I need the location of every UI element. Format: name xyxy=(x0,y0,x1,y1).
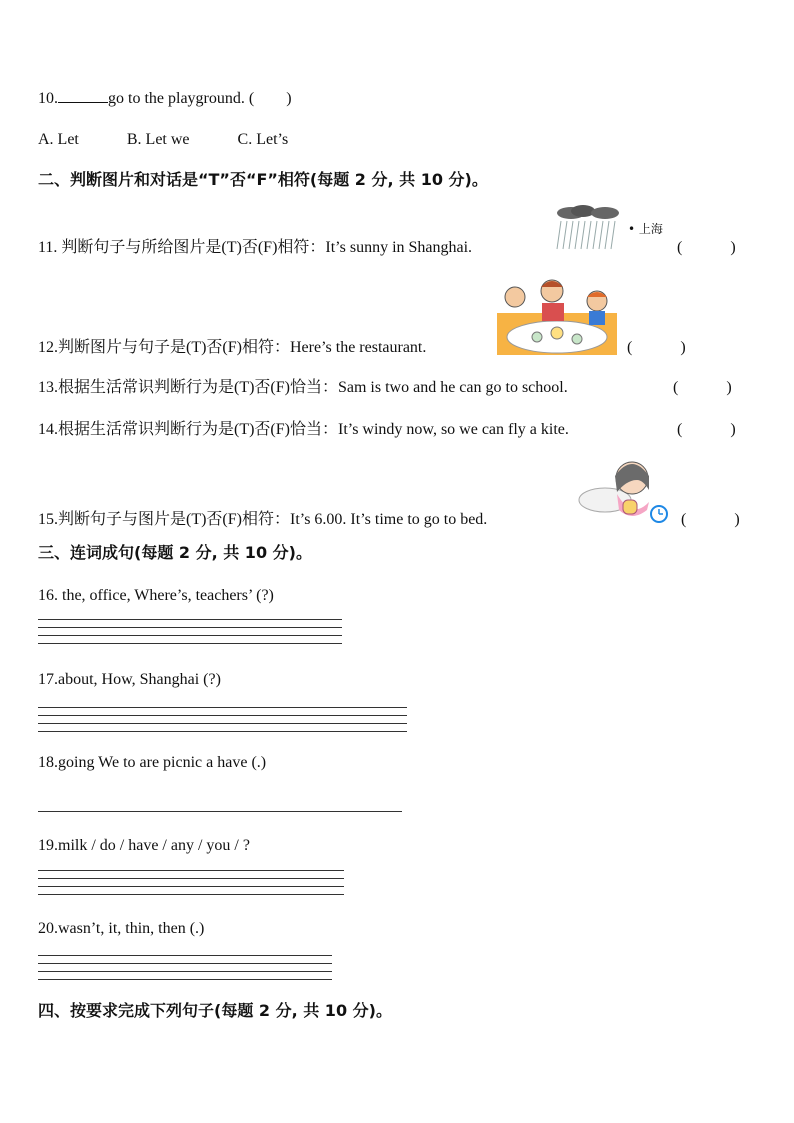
q10-option-b[interactable]: B. Let we xyxy=(126,131,190,148)
rain-cloud-icon xyxy=(553,203,628,253)
rain-cloud-image xyxy=(553,203,628,253)
q16-answer-lines[interactable] xyxy=(38,619,342,651)
q15-text: 15.判断句子与图片是(T)否(F)相符：It’s 6.00. It’s time to go to bed. xyxy=(38,511,488,528)
family-dining-icon xyxy=(497,275,617,355)
q11-answer-paren[interactable]: ( ) xyxy=(677,239,736,256)
q12-text: 12.判断图片与句子是(T)否(F)相符：Here’s the restaurant. xyxy=(38,339,427,356)
q19-text: 19.milk / do / have / any / you / ? xyxy=(38,837,250,854)
q10-options xyxy=(38,130,332,150)
section4-heading: 四、按要求完成下列句子(每题 2 分, 共 10 分)。 xyxy=(38,1001,392,1020)
q14-text: 14.根据生活常识判断行为是(T)否(F)恰当：It’s windy now, so we can fly a kite. xyxy=(38,421,569,438)
q18-answer-line[interactable] xyxy=(38,811,402,819)
q10-option-a[interactable]: A. Let xyxy=(38,131,79,148)
q12-answer-paren[interactable]: ( ) xyxy=(627,339,686,356)
q17-text: 17.about, How, Shanghai (?) xyxy=(38,671,221,688)
bedtime-image xyxy=(577,450,672,528)
q18-text: 18.going We to are picnic a have (.) xyxy=(38,754,267,771)
section3-heading: 三、连词成句(每题 2 分, 共 10 分)。 xyxy=(38,543,312,562)
q14-answer-paren[interactable]: ( ) xyxy=(677,421,736,438)
q10-answer-paren[interactable]: ( ) xyxy=(248,90,292,107)
girl-bed-clock-icon xyxy=(577,450,672,528)
section2-heading: 二、判断图片和对话是“T”否“F”相符(每题 2 分, 共 10 分)。 xyxy=(38,170,488,189)
q16-text: 16. the, office, Where’s, teachers’ (?) xyxy=(38,587,274,604)
q13-text: 13.根据生活常识判断行为是(T)否(F)恰当：Sam is two and he can go to school. xyxy=(38,379,568,396)
restaurant-image xyxy=(497,275,617,355)
q15-answer-paren[interactable]: ( ) xyxy=(681,511,740,528)
q19-answer-lines[interactable] xyxy=(38,870,344,902)
q17-answer-lines[interactable] xyxy=(38,707,407,739)
q13-answer-paren[interactable]: ( ) xyxy=(673,379,732,396)
q20-text: 20.wasn’t, it, thin, then (.) xyxy=(38,920,205,937)
q10-option-c[interactable]: C. Let’s xyxy=(237,131,289,148)
q10-number: 10. xyxy=(38,90,58,107)
q10-blank[interactable] xyxy=(58,88,108,103)
map-label-shanghai: • 上海 xyxy=(628,222,663,236)
q11-text: 11. 判断句子与所给图片是(T)否(F)相符：It’s sunny in Shanghai. xyxy=(38,239,473,256)
q20-answer-lines[interactable] xyxy=(38,955,332,987)
q10-text: go to the playground. xyxy=(108,90,245,107)
q10-line xyxy=(38,88,292,109)
